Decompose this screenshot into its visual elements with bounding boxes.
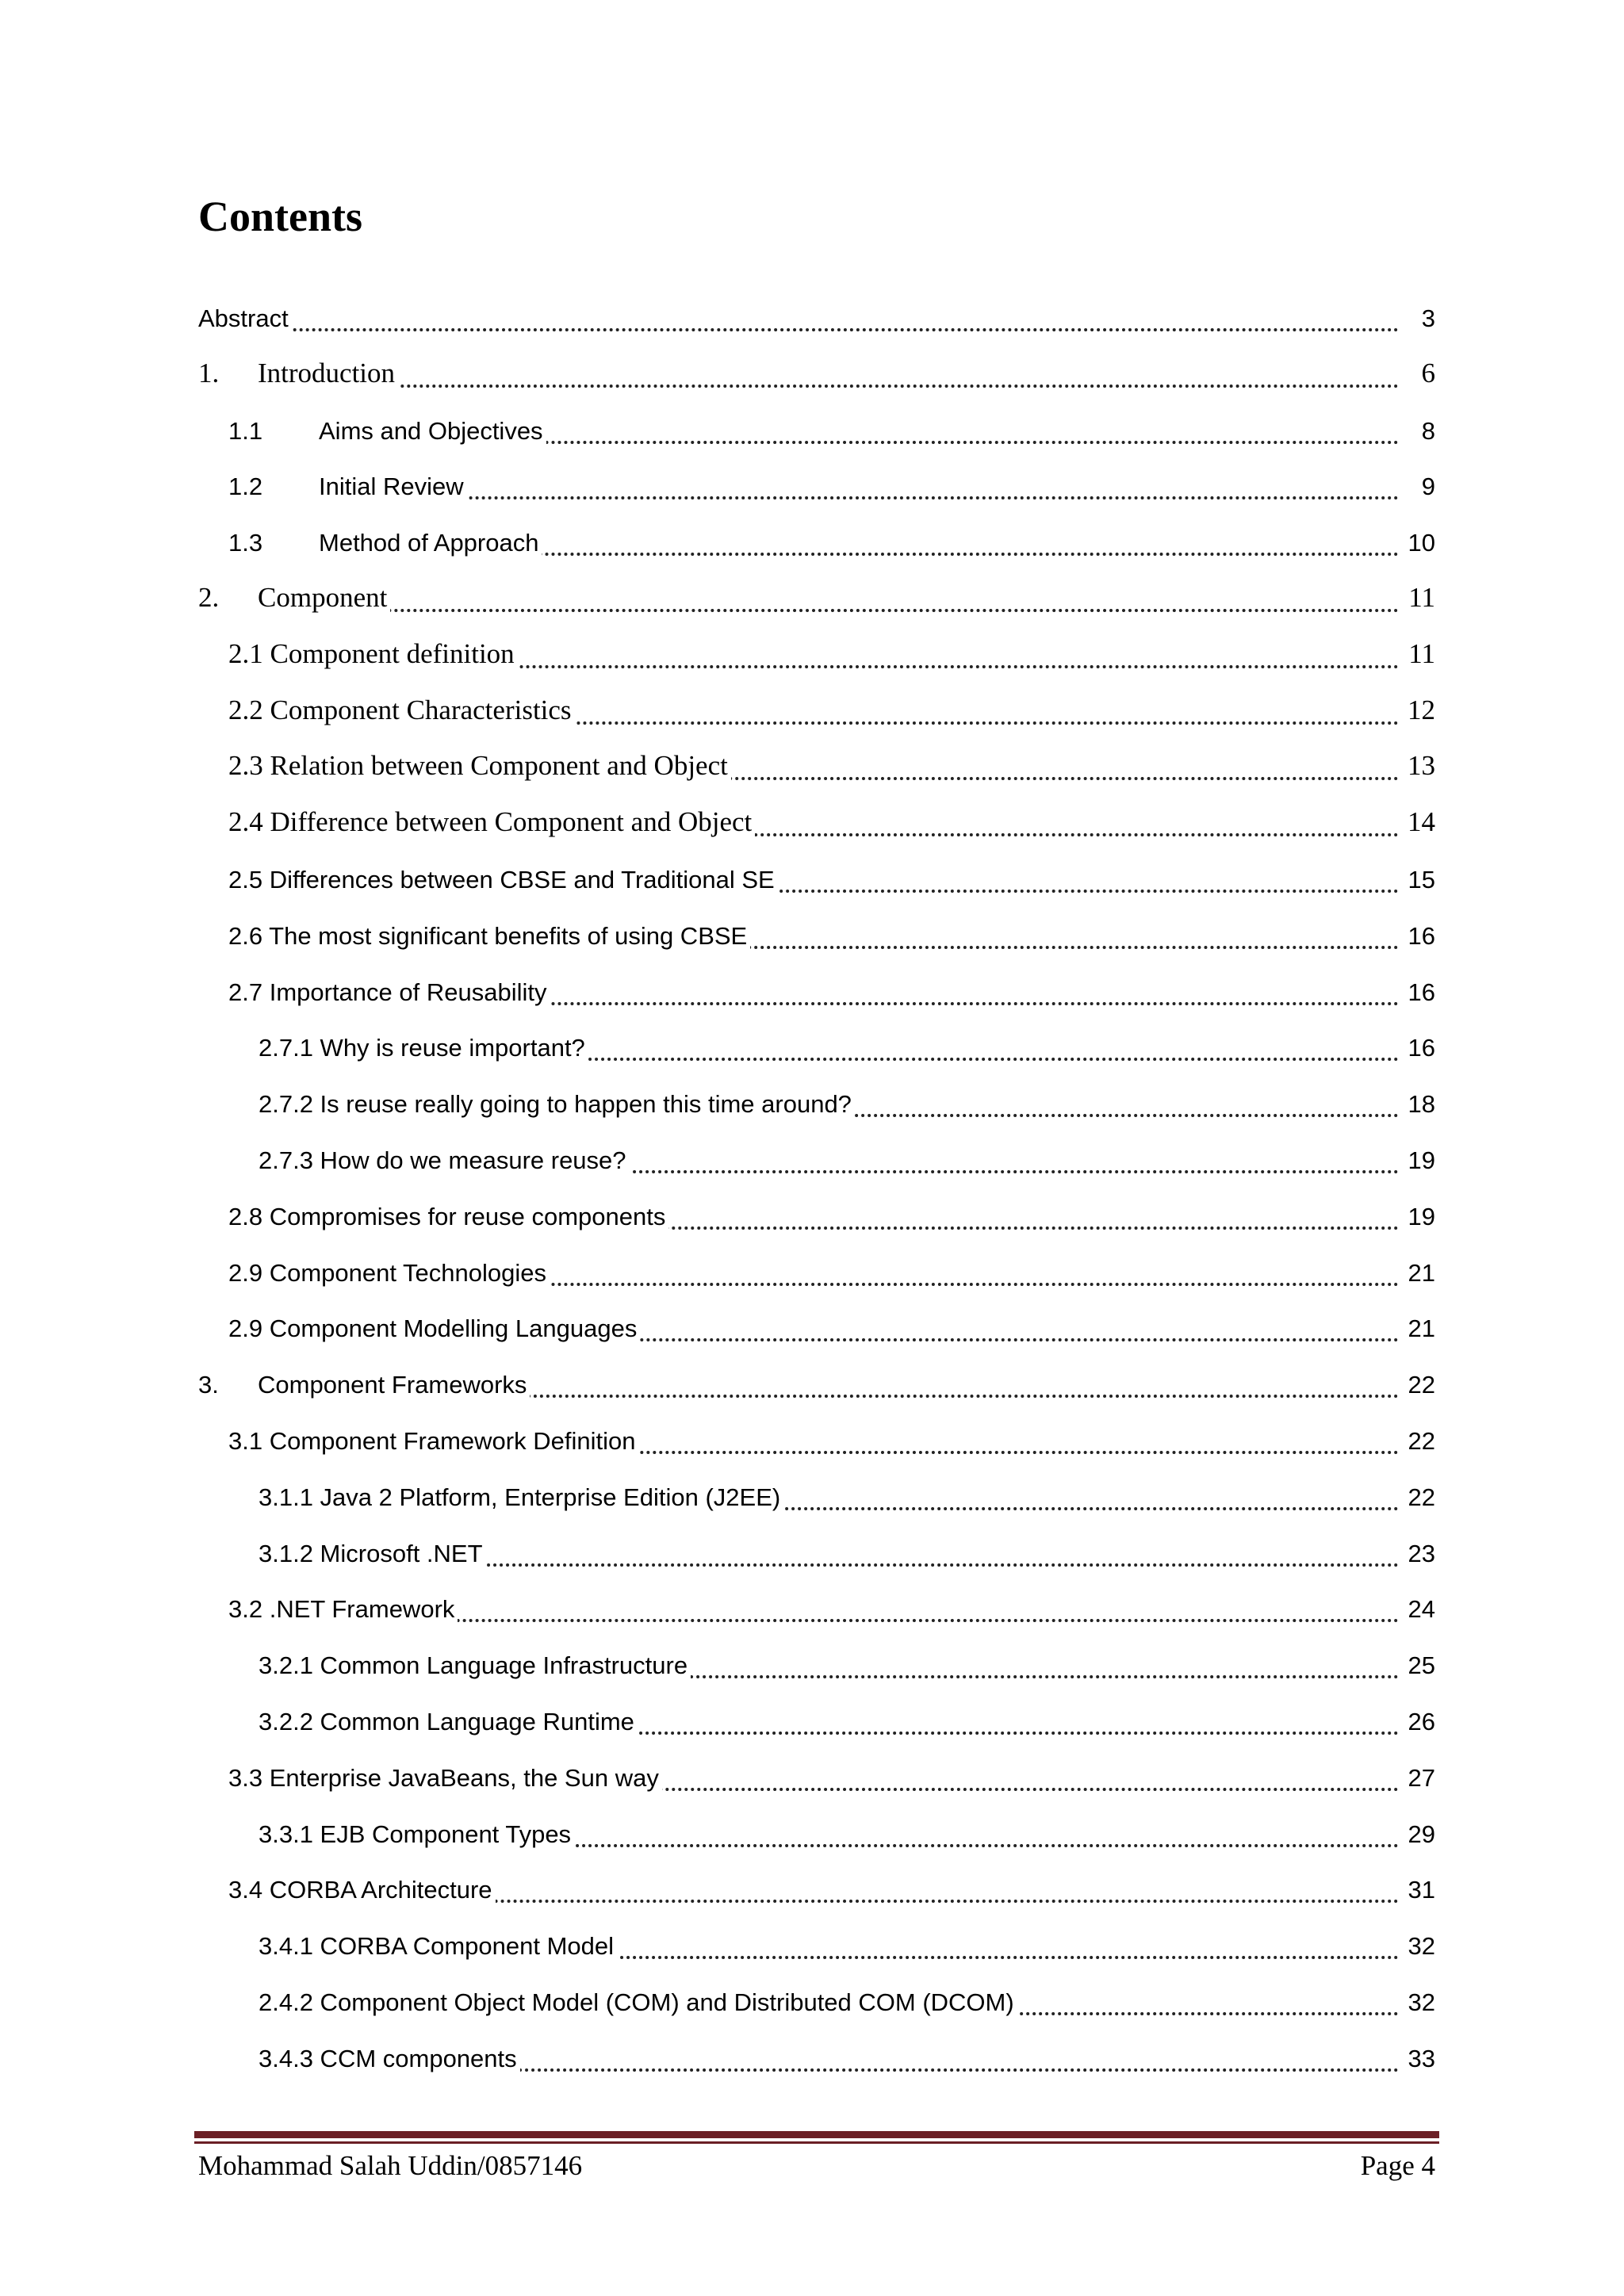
toc-entry-title: 2.9 Component Technologies — [228, 1258, 546, 1287]
toc-entry-page: 22 — [1405, 1427, 1435, 1456]
toc-entry[interactable] — [198, 734, 1435, 790]
toc-entry-number: 3. — [198, 1371, 219, 1399]
toc-entry-page: 16 — [1405, 922, 1435, 951]
toc-entry[interactable] — [198, 1857, 1435, 1912]
toc-entry-page: 23 — [1405, 1540, 1435, 1568]
toc-entry[interactable] — [198, 453, 1435, 509]
toc-entry-page: 15 — [1405, 866, 1435, 894]
toc-entry-text — [259, 1820, 574, 1849]
toc-entry-page: 21 — [1405, 1259, 1435, 1288]
toc-entry-title: 2.7.2 Is reuse really going to happen this time around? — [259, 1090, 852, 1119]
toc-entry[interactable] — [198, 903, 1435, 959]
toc-entry[interactable] — [198, 285, 1435, 341]
footer-divider — [194, 2131, 1439, 2144]
toc-entry-title: 2.7 Importance of Reusability — [228, 978, 547, 1006]
footer-page-number: Page 4 — [1360, 2150, 1435, 2181]
toc-entry-page: 11 — [1405, 638, 1435, 670]
toc-entry-page: 29 — [1405, 1820, 1435, 1849]
toc-entry[interactable] — [198, 1127, 1435, 1183]
toc-entry[interactable] — [198, 342, 1435, 397]
toc-entry-text — [228, 638, 518, 670]
toc-entry-text — [228, 750, 731, 782]
toc-entry-title: 3.2.1 Common Language Infrastructure — [259, 1651, 688, 1680]
toc-entry-page: 12 — [1404, 695, 1435, 726]
toc-entry-title: 2.2 Component Characteristics — [228, 694, 572, 725]
toc-entry[interactable] — [198, 847, 1435, 902]
toc-entry-text — [228, 1427, 638, 1456]
toc-entry[interactable] — [198, 1689, 1435, 1744]
toc-entry-text — [228, 1876, 496, 1904]
toc-entry-page: 11 — [1405, 582, 1435, 614]
toc-entry-title: Introduction — [258, 357, 396, 388]
toc-entry-title: 2.9 Component Modelling Languages — [228, 1314, 638, 1343]
toc-entry-page: 19 — [1405, 1146, 1435, 1175]
toc-entry-text — [198, 582, 390, 614]
toc-entry[interactable] — [198, 2026, 1435, 2081]
toc-entry-title: 3.2 .NET Framework — [228, 1595, 455, 1624]
toc-entry[interactable] — [198, 510, 1435, 565]
toc-entry-text — [259, 2045, 520, 2073]
toc-entry-title: Initial Review — [319, 473, 464, 501]
toc-entry-title: 3.2.2 Common Language Runtime — [259, 1708, 634, 1735]
toc-entry-text — [228, 1764, 662, 1793]
toc-entry[interactable] — [198, 1801, 1435, 1857]
toc-entry-title: 3.4.1 CORBA Component Model — [259, 1932, 615, 1961]
toc-entry-page: 27 — [1405, 1764, 1435, 1793]
toc-entry-page: 18 — [1405, 1090, 1435, 1119]
toc-entry[interactable] — [198, 1352, 1435, 1407]
toc-entry-title: 2.3 Relation between Component and Object — [228, 750, 728, 782]
toc-entry-title: 3.4.3 CCM components — [259, 2044, 517, 2072]
toc-entry[interactable] — [198, 679, 1435, 734]
toc-entry-number: 1. — [198, 357, 220, 388]
toc-entry-title: 3.1.2 Microsoft .NET — [259, 1539, 483, 1567]
toc-entry[interactable] — [198, 1464, 1435, 1520]
toc-entry-text — [259, 1651, 691, 1680]
toc-entry-text — [228, 806, 755, 838]
toc-entry-text — [198, 304, 292, 333]
toc-entry-text — [259, 1034, 588, 1062]
toc-entry[interactable] — [198, 1071, 1435, 1127]
toc-entry[interactable] — [198, 1576, 1435, 1632]
toc-entry[interactable] — [198, 566, 1435, 622]
toc-entry-title: 2.4.2 Component Object Model (COM) and Distributed COM (DCOM) — [259, 1988, 1014, 2016]
toc-entry-page: 21 — [1405, 1314, 1435, 1343]
toc-entry-title: Component — [258, 582, 388, 613]
toc-entry-title: 3.1.1 Java 2 Platform, Enterprise Edition (J2EE) — [259, 1483, 781, 1511]
toc-entry-text — [228, 922, 750, 951]
toc-entry-page: 24 — [1405, 1595, 1435, 1624]
toc-entry-text — [259, 1483, 783, 1512]
toc-entry-page: 32 — [1405, 1932, 1435, 1961]
toc-entry-page: 22 — [1405, 1483, 1435, 1512]
toc-entry[interactable] — [198, 1295, 1435, 1351]
toc-entry-page: 19 — [1405, 1203, 1435, 1231]
toc-entry-title: 2.1 Component definition — [228, 637, 515, 669]
toc-entry-page: 26 — [1405, 1708, 1435, 1736]
toc-entry-text — [228, 866, 778, 894]
toc-entry-page: 13 — [1404, 750, 1435, 782]
toc-entry-text — [259, 1988, 1017, 2017]
toc-entry-text — [259, 1090, 855, 1119]
toc-entry-text — [259, 1932, 617, 1961]
toc-entry-text — [259, 1708, 638, 1736]
toc-entry-title: 2.7.1 Why is reuse important? — [259, 1034, 585, 1062]
toc-entry[interactable] — [198, 398, 1435, 453]
toc-entry[interactable] — [198, 790, 1435, 846]
toc-entry-page: 22 — [1405, 1371, 1435, 1399]
toc-entry[interactable] — [198, 1632, 1435, 1688]
toc-entry-title: Component Frameworks — [258, 1371, 527, 1399]
toc-entry-title: 2.6 The most significant benefits of using CBSE — [228, 921, 748, 950]
toc-entry-page: 14 — [1404, 806, 1435, 838]
toc-dot-leader — [198, 328, 1399, 331]
toc-entry-text — [228, 1595, 458, 1624]
toc-entry-number: 1.1 — [228, 416, 263, 445]
toc-entry-title: 2.7.3 How do we measure reuse? — [259, 1146, 626, 1174]
page-title: Contents — [198, 193, 363, 240]
toc-entry-page: 16 — [1405, 978, 1435, 1007]
toc-entry-title: Abstract — [198, 304, 289, 332]
toc-entry-text — [228, 473, 467, 501]
toc-entry[interactable] — [198, 1521, 1435, 1576]
toc-entry-title: 3.1 Component Framework Definition — [228, 1427, 636, 1455]
toc-entry-title: Aims and Objectives — [319, 416, 543, 445]
toc-entry-text — [228, 1259, 550, 1288]
toc-entry[interactable] — [198, 1408, 1435, 1464]
toc-entry[interactable] — [198, 1015, 1435, 1070]
toc-entry-title: 2.5 Differences between CBSE and Traditional SE — [228, 866, 775, 894]
toc-entry-number: 2. — [198, 582, 220, 613]
toc-entry[interactable] — [198, 1184, 1435, 1239]
toc-entry-text — [228, 1314, 640, 1343]
toc-entry-text — [228, 1203, 668, 1231]
toc-entry-number: 1.2 — [228, 473, 263, 501]
toc-entry-page: 33 — [1405, 2045, 1435, 2073]
toc-entry-title: 3.3.1 EJB Component Types — [259, 1820, 572, 1848]
toc-entry[interactable] — [198, 1913, 1435, 1969]
toc-entry-number: 1.3 — [228, 529, 263, 557]
toc-entry[interactable] — [198, 1240, 1435, 1295]
toc-entry-title: 3.3 Enterprise JavaBeans, the Sun way — [228, 1763, 659, 1792]
toc-entry-title: 2.8 Compromises for reuse components — [228, 1202, 666, 1230]
toc-entry-text — [228, 695, 575, 726]
toc-entry-title: 3.4 CORBA Architecture — [228, 1876, 492, 1904]
toc-entry-page: 3 — [1419, 304, 1435, 333]
toc-entry-page: 25 — [1405, 1651, 1435, 1680]
toc-entry-text — [228, 978, 550, 1007]
toc-entry-text — [259, 1540, 486, 1568]
toc-entry-page: 9 — [1419, 473, 1435, 501]
toc-entry-text — [259, 1146, 630, 1175]
toc-entry[interactable] — [198, 1969, 1435, 2025]
toc-entry-title: Method of Approach — [319, 529, 539, 557]
toc-entry[interactable] — [198, 622, 1435, 678]
toc-entry-page: 10 — [1405, 529, 1435, 557]
toc-entry-page: 32 — [1405, 1988, 1435, 2017]
toc-entry-page: 6 — [1419, 358, 1436, 389]
toc-entry-text — [198, 358, 398, 389]
toc-entry-text — [228, 417, 546, 446]
toc-entry-text — [198, 1371, 530, 1399]
toc-entry-text — [228, 529, 542, 557]
footer-author: Mohammad Salah Uddin/0857146 — [198, 2150, 583, 2181]
toc-entry[interactable] — [198, 1745, 1435, 1800]
toc-entry-page: 16 — [1405, 1034, 1435, 1062]
toc-entry-page: 31 — [1405, 1876, 1435, 1904]
toc-entry-page: 8 — [1419, 417, 1435, 446]
toc-entry[interactable] — [198, 959, 1435, 1015]
toc-entry-title: 2.4 Difference between Component and Object — [228, 806, 753, 838]
